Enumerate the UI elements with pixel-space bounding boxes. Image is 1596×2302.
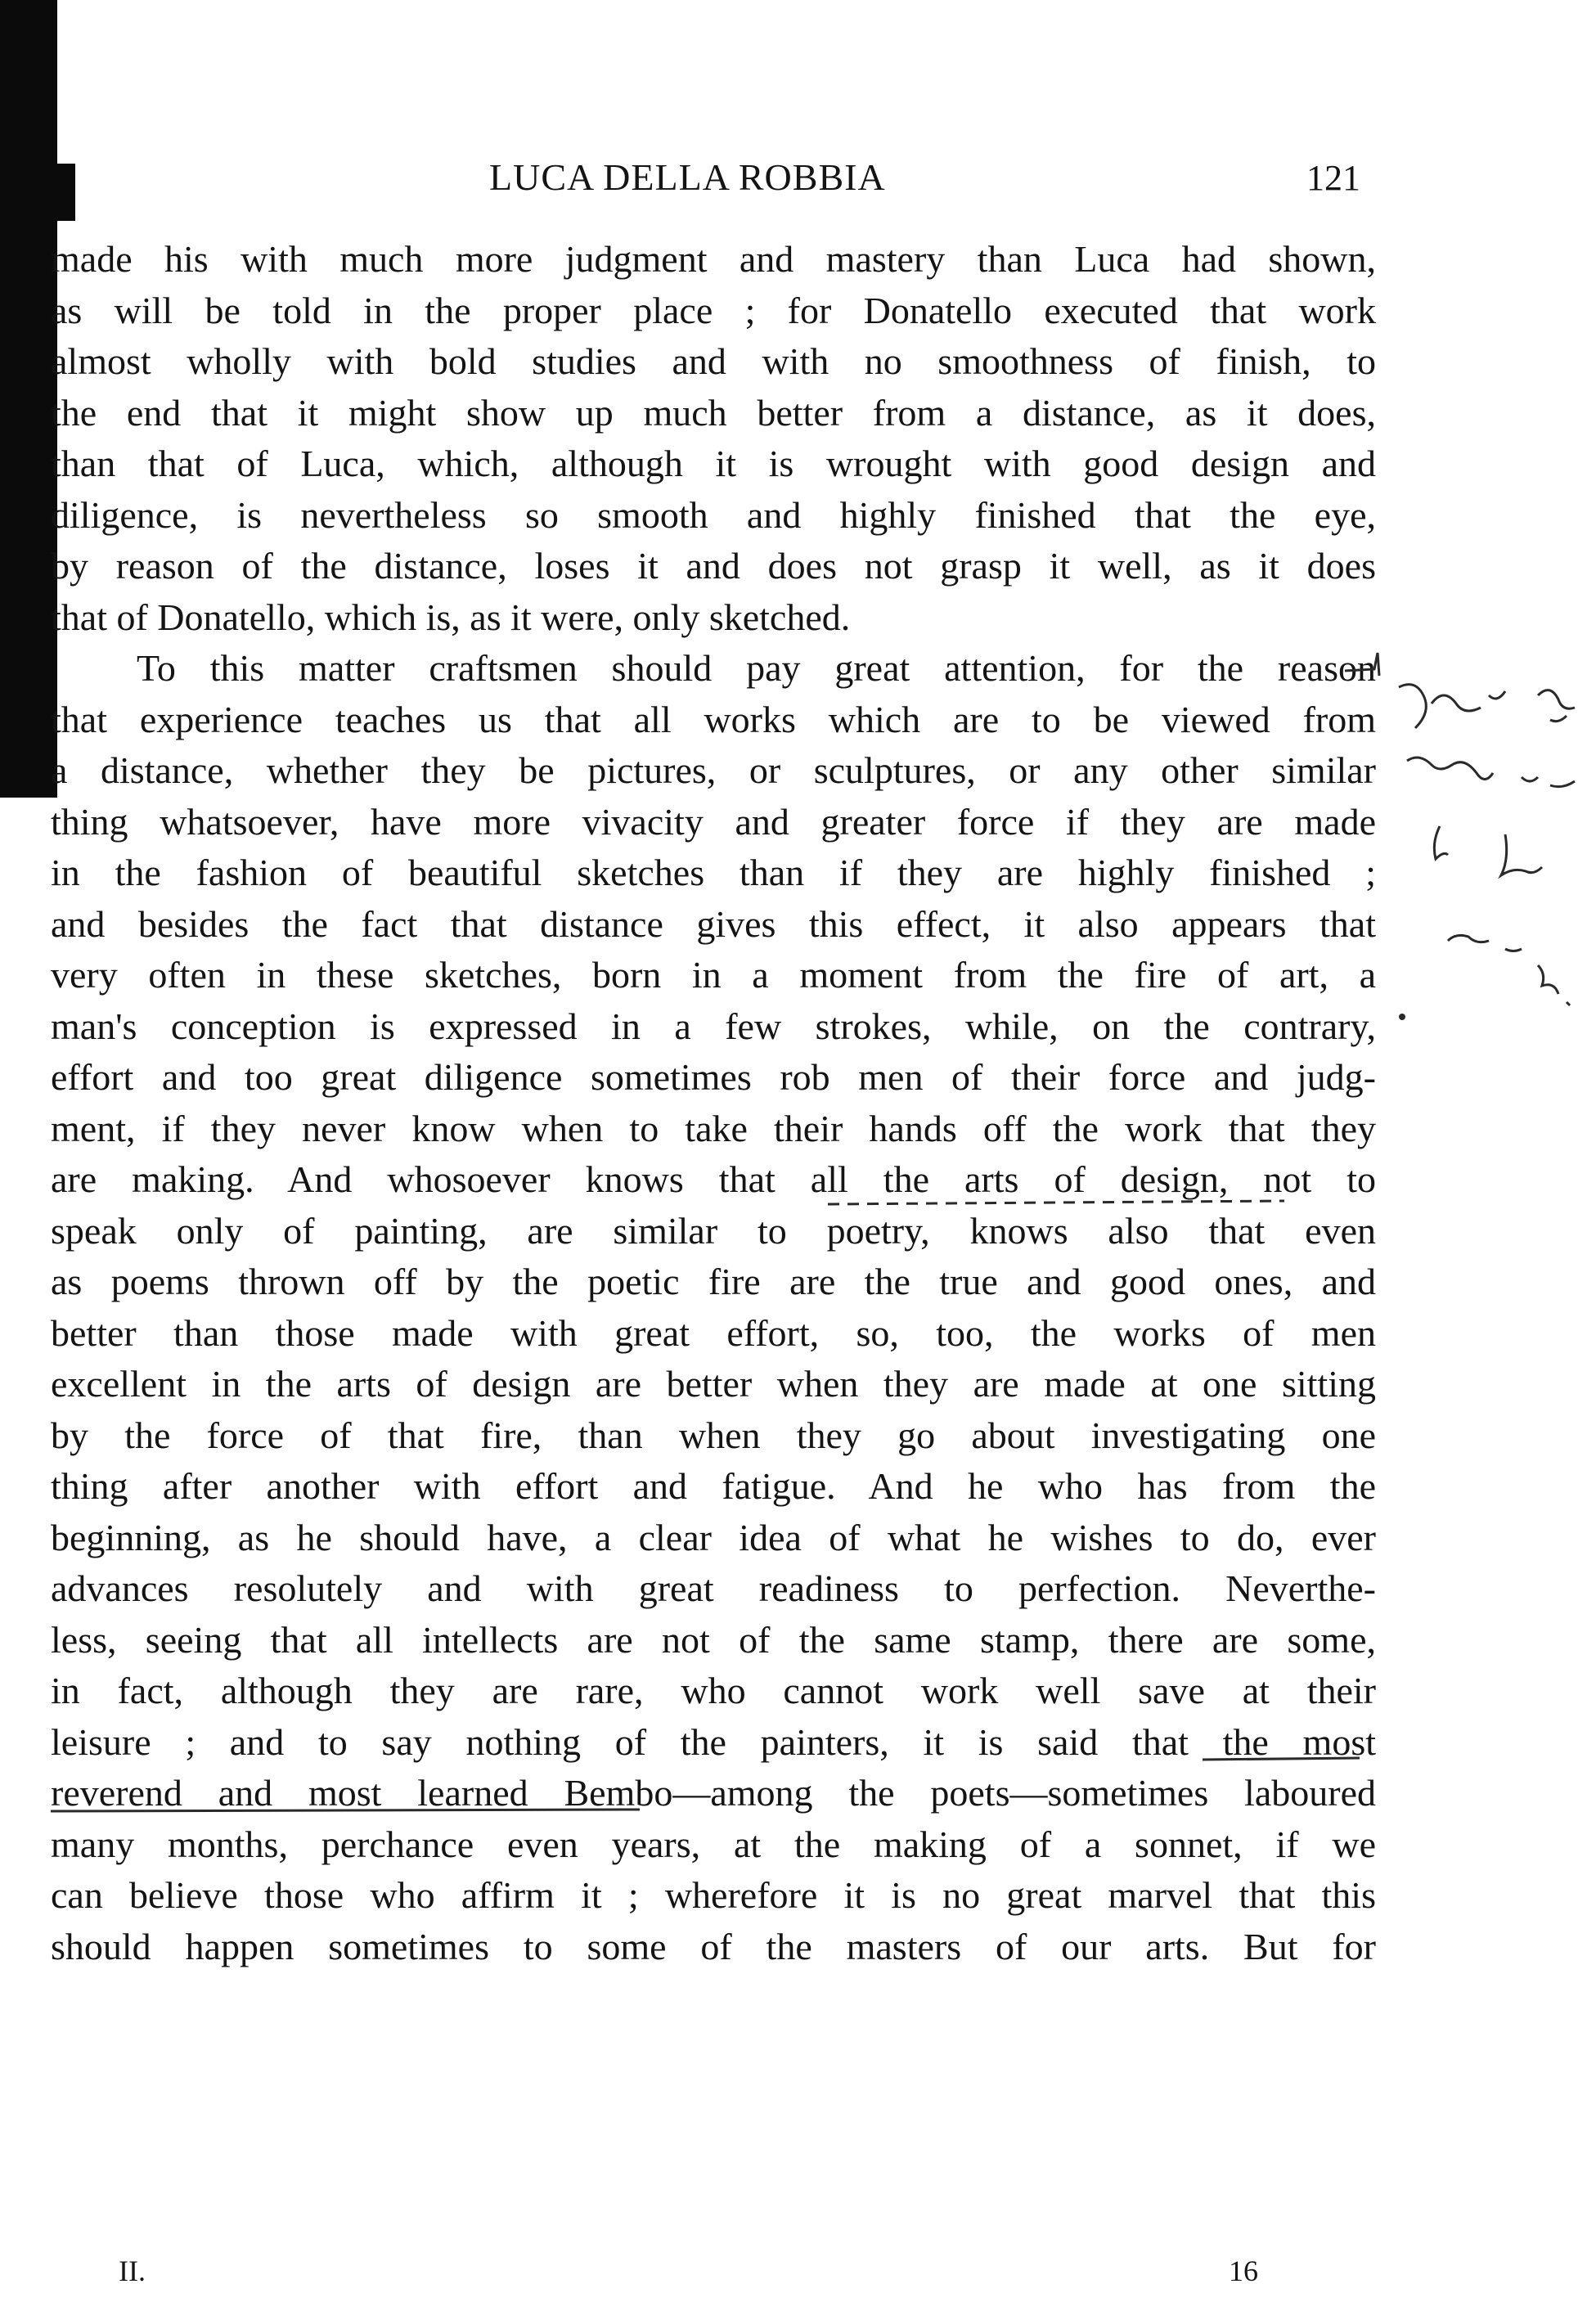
text-line: beginning, as he should have, a clear idea of what he wishes to do, ever — [51, 1516, 1376, 1558]
text-line: diligence, is nevertheless so smooth and highly finished that the eye, — [51, 493, 1376, 536]
text-line: better than those made with great effort, so, too, the works of men — [51, 1311, 1376, 1354]
text-line: ment, if they never know when to take their hands off the work that they — [51, 1107, 1376, 1149]
text-line: To this matter craftsmen should pay great attention, for the reason — [137, 647, 1376, 689]
text-line: speak only of painting, are similar to poetry, knows also that even — [51, 1209, 1376, 1252]
text-line: can believe those who affirm it ; wherefore it is no great marvel that this — [51, 1874, 1376, 1916]
text-line: the end that it might show up much better from a distance, as it does, — [51, 391, 1376, 434]
text-line: man's conception is expressed in a few strokes, while, on the contrary, — [51, 1005, 1376, 1047]
text-line: by the force of that fire, than when they go about investigating one — [51, 1414, 1376, 1456]
text-line: excellent in the arts of design are better when they are made at one sitting — [51, 1363, 1376, 1405]
text-line: as will be told in the proper place ; for Donatello executed that work — [51, 289, 1376, 331]
text-line: a distance, whether they be pictures, or sculptures, or any other similar — [51, 749, 1376, 791]
text-line: thing whatsoever, have more vivacity and greater force if they are made — [51, 800, 1376, 843]
text-line: almost wholly with bold studies and with no smoothness of finish, to — [51, 340, 1376, 382]
text-line: in the fashion of beautiful sketches than if they are highly finished ; — [51, 852, 1376, 893]
page-number: 121 — [1306, 158, 1360, 198]
text-line: advances resolutely and with great readiness to perfection. Neverthe- — [51, 1567, 1376, 1609]
text-line: by reason of the distance, loses it and does not grasp it well, as it does — [51, 545, 1376, 587]
page-footer — [0, 2254, 1596, 2295]
text-line: effort and too great diligence sometimes rob men of their force and judg- — [51, 1056, 1376, 1098]
text-line: leisure ; and to say nothing of the painters, it is said that the most — [51, 1720, 1376, 1763]
underline-all-the-arts — [828, 1201, 1284, 1204]
text-line: less, seeing that all intellects are not of the same stamp, there are some, — [51, 1618, 1376, 1661]
text-line: reverend and most learned Bembo—among the poets—sometimes laboured — [51, 1772, 1376, 1814]
text-line: that experience teaches us that all works which are to be viewed from — [51, 698, 1376, 740]
text-line: made his with much more judgment and mastery than Luca had shown, — [51, 238, 1376, 280]
handwritten-margin-note — [1391, 638, 1595, 1129]
text-line: many months, perchance even years, at the making of a sonnet, if we — [51, 1823, 1376, 1865]
signature-mark: II. — [119, 2255, 146, 2287]
text-line: should happen sometimes to some of the masters of our arts. But for — [51, 1925, 1376, 1967]
text-line: very often in these sketches, born in a moment from the fire of art, a — [51, 954, 1376, 996]
text-line: in fact, although they are rare, who cannot work well save at their — [51, 1670, 1376, 1711]
text-line: thing after another with effort and fatigue. And he who has from the — [51, 1465, 1376, 1507]
sheet-number: 16 — [1229, 2255, 1258, 2287]
text-line: are making. And whosoever knows that all the arts of design, not to — [51, 1158, 1376, 1200]
text-line: as poems thrown off by the poetic fire are the true and good ones, and — [51, 1261, 1376, 1302]
underline-the-most-reverend — [51, 1758, 1360, 1811]
running-title: LUCA DELLA ROBBIA — [489, 156, 886, 198]
text-line: that of Donatello, which is, as it were, only sketched. — [51, 596, 851, 638]
text-line: and besides the fact that distance gives this effect, it also appears that — [51, 902, 1376, 945]
text-line: than that of Luca, which, although it is wrought with good design and — [51, 443, 1376, 484]
